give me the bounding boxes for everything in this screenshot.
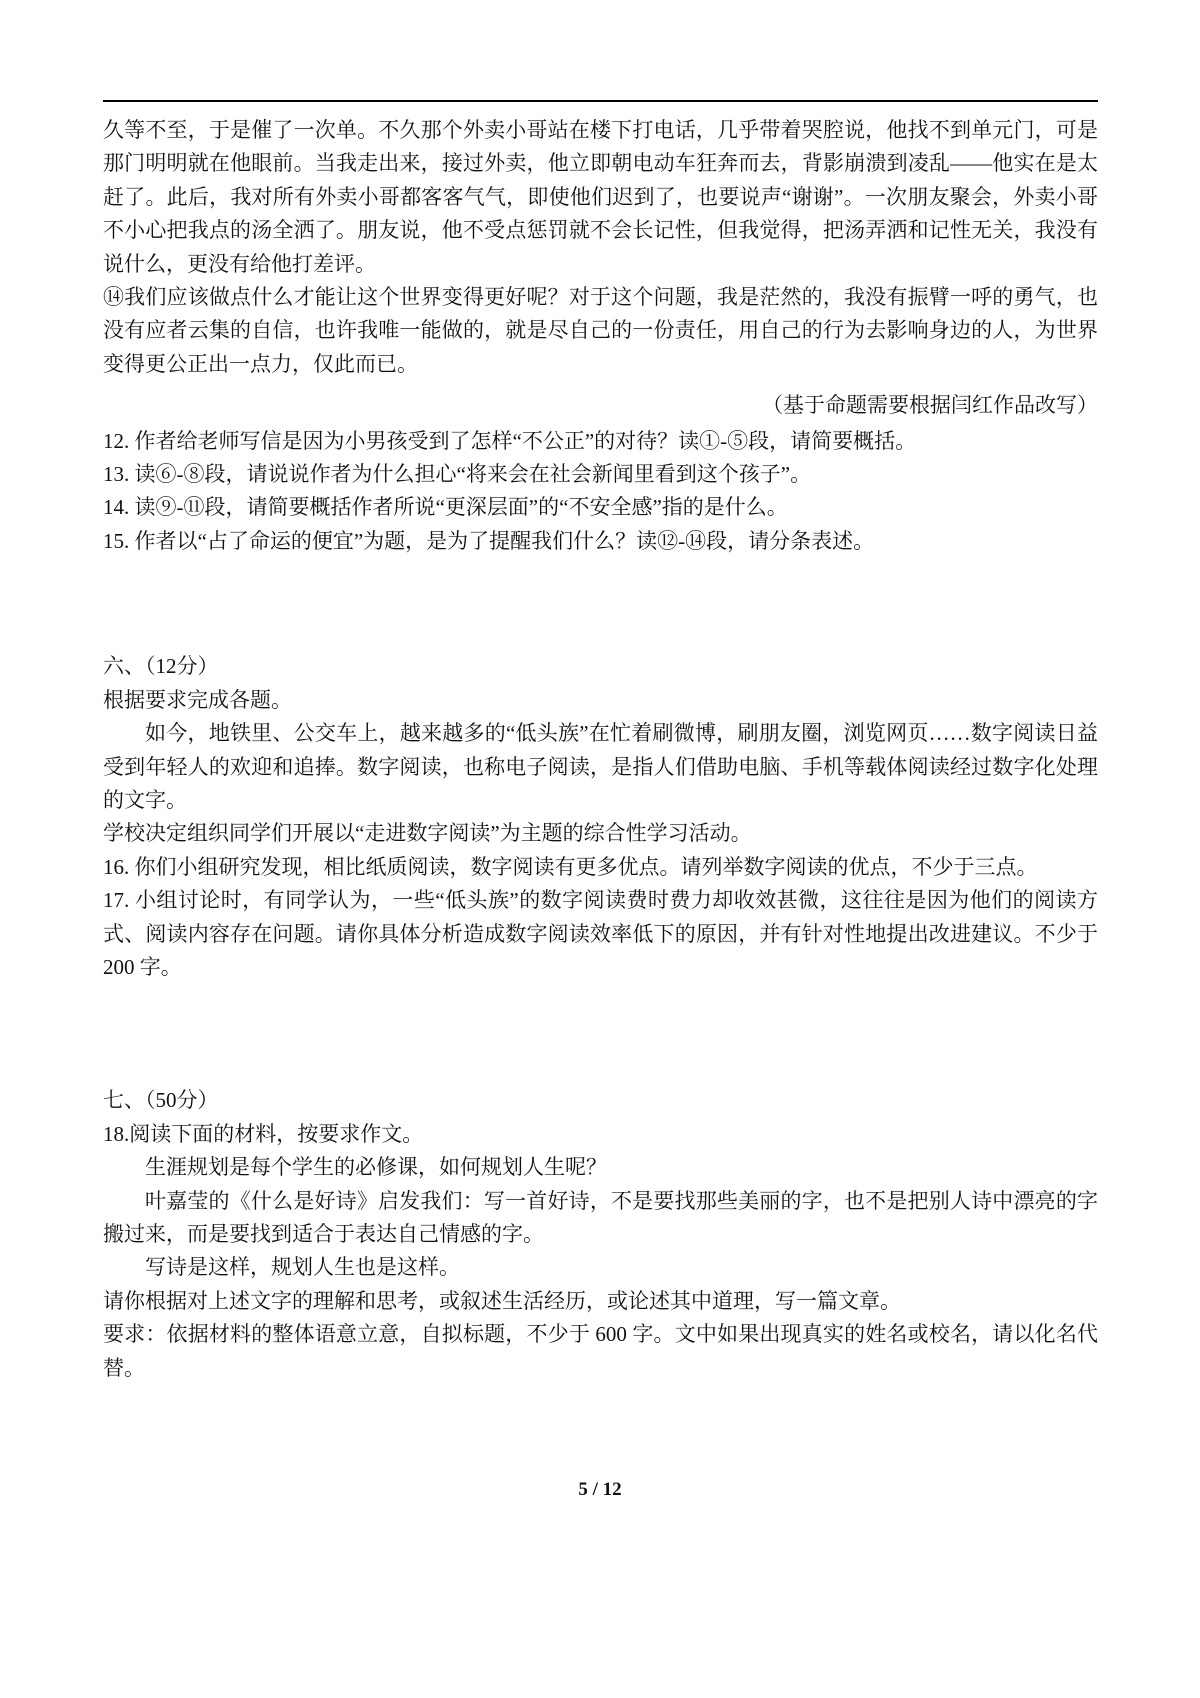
question-17: 17. 小组讨论时，有同学认为，一些“低头族”的数字阅读费时费力却收效甚微，这往往是因为他们的阅读方式、阅读内容存在问题。请你具体分析造成数字阅读效率低下的原因，并有针对性地提出改进建议。不少于 200 字。 [103,888,1098,979]
question-13: 13. 读⑥-⑧段，请说说作者为什么担心“将来会在社会新闻里看到这个孩子”。 [103,462,812,487]
paragraph-continuation: 久等不至，于是催了一次单。不久那个外卖小哥站在楼下打电话，几乎带着哭腔说，他找不到单元门，可是那门明明就在他眼前。当我走出来，接过外卖，他立即朝电动车狂奔而去，背影崩溃到凌乱——他实在是太赶了。此后，我对所有外卖小哥都客客气气，即使他们迟到了，也要说声“谢谢”。一次朋友聚会，外卖小哥不小心把我点的汤全洒了。朋友说，他不受点惩罚就不会长记性，但我觉得，把汤弄洒和记性无关，我没有说什么，更没有给他打差评。 [103,118,1098,276]
question-12: 12. 作者给老师写信是因为小男孩受到了怎样“不公正”的对待？读①-⑤段，请简要概括。 [103,428,917,453]
section-6-heading: 六、（12分） [103,654,219,679]
page-number: 5 / 12 [578,1479,622,1500]
question-18-requirements: 要求：依据材料的整体语意立意，自拟标题，不少于 600 字。文中如果出现真实的姓名或校名，请以化名代替。 [103,1322,1098,1380]
section-6-passage-2: 学校决定组织同学们开展以“走进数字阅读”为主题的综合性学习活动。 [103,821,752,846]
question-14: 14. 读⑨-⑪段，请简要概括作者所说“更深层面”的“不安全感”指的是什么。 [103,495,788,520]
attribution-line: （基于命题需要根据闫红作品改写） [762,393,1098,418]
question-18-task: 请你根据对上述文字的理解和思考，或叙述生活经历，或论述其中道理，写一篇文章。 [103,1288,901,1313]
question-15: 15. 作者以“占了命运的便宜”为题，是为了提醒我们什么？读⑫-⑭段，请分条表述。 [103,528,875,553]
section-7-heading: 七、（50分） [103,1088,219,1113]
question-18-intro: 18.阅读下面的材料，按要求作文。 [103,1121,424,1146]
section-6-intro: 根据要求完成各题。 [103,687,292,712]
question-18-material-1: 生涯规划是每个学生的必修课，如何规划人生呢？ [145,1155,607,1180]
page-content [103,100,1098,1385]
question-18-material-3: 写诗是这样，规划人生也是这样。 [145,1255,460,1280]
section-6-passage-1: 如今，地铁里、公交车上，越来越多的“低头族”在忙着刷微博，刷朋友圈，浏览网页……数字阅读日益受到年轻人的欢迎和追捧。数字阅读，也称电子阅读，是指人们借助电脑、手机等载体阅读经过数字化处理的文字。 [103,721,1098,812]
question-16: 16. 你们小组研究发现，相比纸质阅读，数字阅读有更多优点。请列举数字阅读的优点，不少于三点。 [103,854,1038,879]
paragraph-14: ⑭我们应该做点什么才能让这个世界变得更好呢？对于这个问题，我是茫然的，我没有振臂一呼的勇气，也没有应者云集的自信，也许我唯一能做的，就是尽自己的一份责任，用自己的行为去影响身边的人，为世界变得更公正出一点力，仅此而已。 [103,285,1098,376]
header-rule [103,100,1098,102]
question-18-material-2: 叶嘉莹的《什么是好诗》启发我们：写一首好诗，不是要找那些美丽的字，也不是把别人诗中漂亮的字搬过来，而是要找到适合于表达自己情感的字。 [103,1188,1098,1246]
